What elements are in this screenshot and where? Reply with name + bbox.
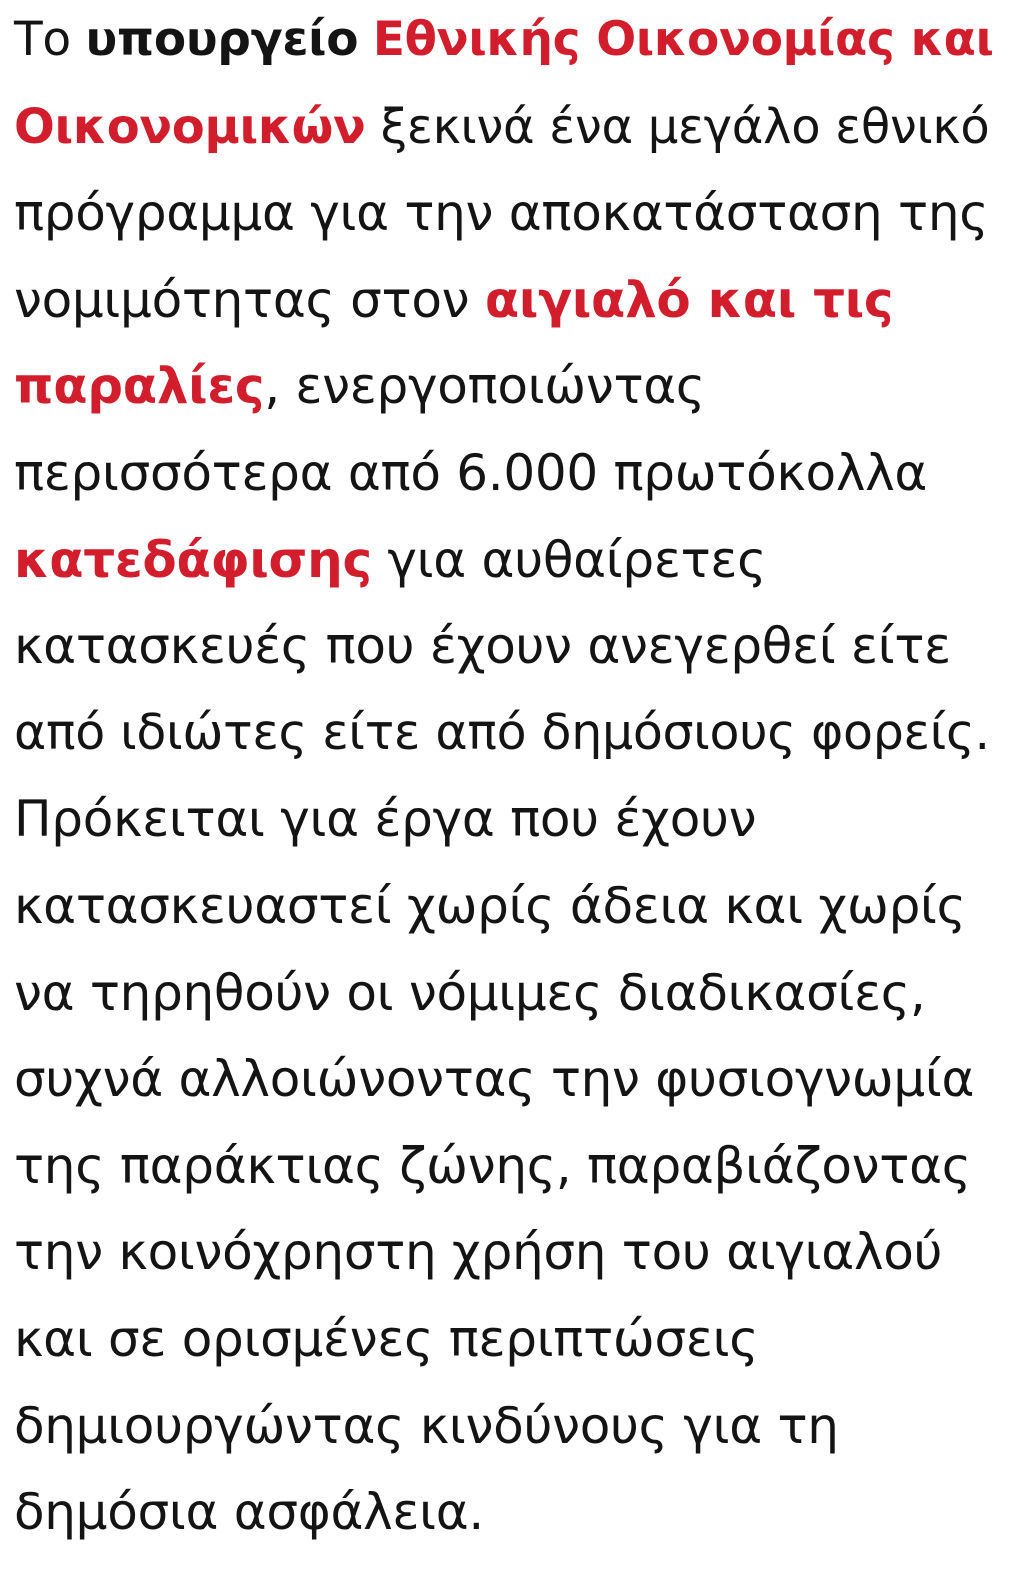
highlighted-keyword: Οικονομικών (14, 98, 366, 155)
text-run: από ιδιώτες είτε από δημόσιους φορείς. (14, 703, 990, 761)
text-run: Το (14, 12, 86, 67)
text-line (14, 1209, 1004, 1296)
text-run: να τηρηθούν οι νόμιμες διαδικασίες, (14, 963, 926, 1022)
text-line (14, 690, 1004, 777)
highlighted-keyword: παραλίες (14, 357, 265, 416)
text-line (14, 950, 1004, 1037)
text-run: κατασκευές που έχουν ανεγερθεί είτε (14, 617, 951, 676)
text-run: ξεκινά ένα μεγάλο εθνικό (365, 98, 990, 155)
text-line (14, 84, 1004, 171)
text-line (14, 257, 1004, 344)
highlighted-keyword: αιγιαλό και τις (484, 270, 894, 329)
text-line (14, 603, 1004, 690)
highlighted-keyword: κατεδάφισης (14, 530, 372, 589)
text-line (14, 0, 1004, 84)
text-run: πρόγραμμα για την αποκατάσταση της (14, 184, 989, 243)
text-run: δημόσια ασφάλεια. (14, 1483, 485, 1542)
text-run: για αυθαίρετες (371, 530, 767, 589)
text-run: συχνά αλλοιώνοντας την φυσιογνωμία (14, 1050, 975, 1109)
text-line (14, 1123, 1004, 1210)
text-run: νομιμότητας στον (14, 270, 485, 329)
text-line (14, 1469, 1004, 1556)
text-line (14, 1383, 1004, 1470)
text-run: και σε ορισμένες περιπτώσεις (14, 1309, 759, 1368)
text-line (14, 863, 1004, 950)
text-run (358, 12, 373, 67)
bold-keyword: υπουργείο (85, 12, 359, 67)
text-line (14, 1296, 1004, 1383)
highlighted-keyword: Εθνικής Οικονομίας και (372, 12, 994, 67)
text-run: , ενεργοποιώντας (264, 357, 705, 416)
text-run: Πρόκειται για έργα που έχουν (14, 790, 757, 849)
text-line (14, 776, 1004, 863)
text-run: της παράκτιας ζώνης, παραβιάζοντας (14, 1136, 971, 1195)
text-line (14, 1036, 1004, 1123)
article-paragraph (14, 0, 1004, 1556)
text-line (14, 517, 1004, 604)
text-run: δημιουργώντας κινδύνους για τη (14, 1396, 839, 1455)
text-run: περισσότερα από 6.000 πρωτόκολλα (14, 443, 928, 502)
text-line (14, 430, 1004, 517)
text-line (14, 343, 1004, 430)
text-run: κατασκευαστεί χωρίς άδεια και χωρίς (14, 876, 966, 935)
text-run: την κοινόχρηστη χρήση του αιγιαλού (14, 1223, 943, 1282)
text-line (14, 170, 1004, 257)
